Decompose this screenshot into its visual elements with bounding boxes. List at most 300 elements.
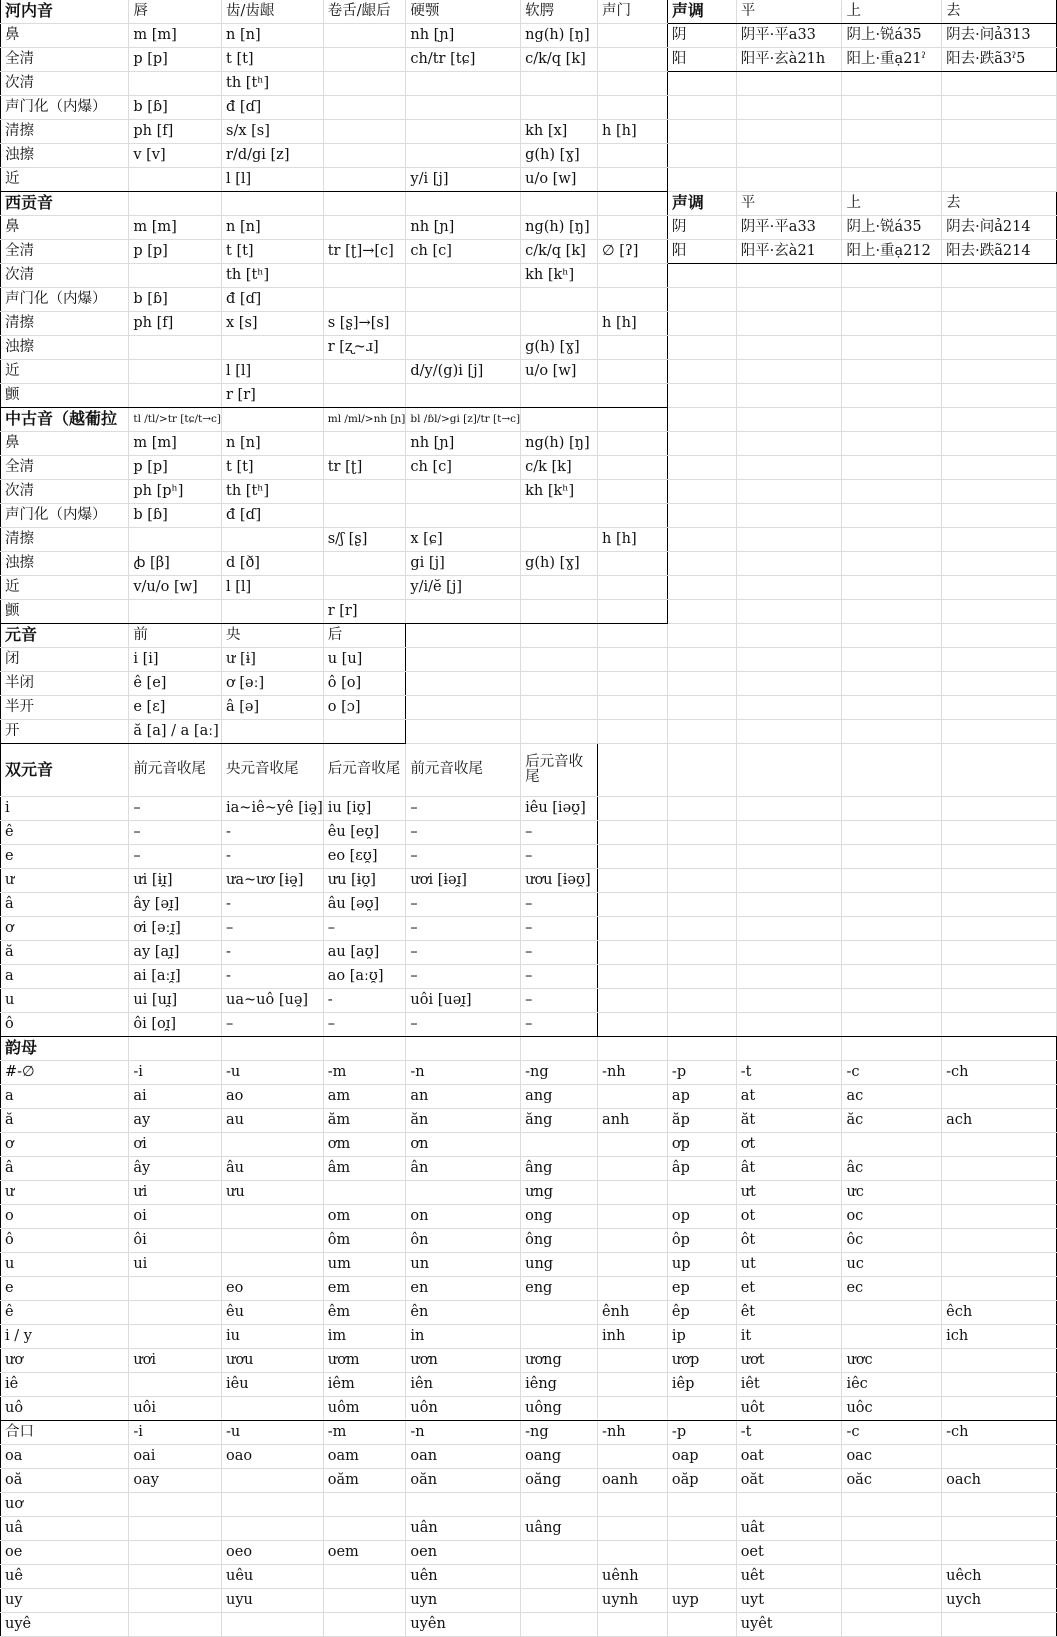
sheet-cell[interactable]: đ [ɗ]: [222, 288, 324, 312]
sheet-cell[interactable]: [842, 504, 942, 528]
row-header-cell[interactable]: ơ: [1, 917, 129, 941]
sheet-cell[interactable]: [598, 96, 668, 120]
sheet-cell[interactable]: 阳: [667, 240, 736, 264]
sheet-cell[interactable]: [942, 1181, 1057, 1205]
sheet-cell[interactable]: [942, 408, 1057, 432]
sheet-cell[interactable]: [942, 1613, 1057, 1637]
sheet-cell[interactable]: ăng: [521, 1109, 598, 1133]
sheet-cell[interactable]: [323, 384, 406, 408]
sheet-cell[interactable]: [598, 192, 668, 216]
sheet-cell[interactable]: ươp: [667, 1349, 736, 1373]
sheet-cell[interactable]: [842, 408, 942, 432]
sheet-cell[interactable]: ưi [ɨɪ̯]: [129, 869, 222, 893]
row-header-cell[interactable]: uyê: [1, 1613, 129, 1637]
sheet-cell[interactable]: [598, 144, 668, 168]
sheet-cell[interactable]: ep: [667, 1277, 736, 1301]
sheet-cell[interactable]: [942, 72, 1057, 96]
sheet-cell[interactable]: [323, 432, 406, 456]
sheet-cell[interactable]: 央: [222, 624, 324, 648]
sheet-cell[interactable]: en: [406, 1277, 521, 1301]
sheet-cell[interactable]: ươi: [129, 1349, 222, 1373]
sheet-cell[interactable]: [521, 528, 598, 552]
sheet-cell[interactable]: gi [j]: [406, 552, 521, 576]
row-header-cell[interactable]: 元音: [1, 624, 129, 648]
sheet-cell[interactable]: oai: [129, 1445, 222, 1469]
sheet-cell[interactable]: th [tʰ]: [222, 264, 324, 288]
sheet-cell[interactable]: uông: [521, 1397, 598, 1421]
sheet-cell[interactable]: 卷舌/龈后: [323, 0, 406, 24]
sheet-cell[interactable]: đ [ɗ]: [222, 96, 324, 120]
sheet-cell[interactable]: [598, 965, 668, 989]
sheet-cell[interactable]: [667, 552, 736, 576]
sheet-cell[interactable]: op: [667, 1205, 736, 1229]
sheet-cell[interactable]: [598, 1445, 668, 1469]
row-header-cell[interactable]: ơ: [1, 1133, 129, 1157]
sheet-cell[interactable]: –: [521, 845, 598, 869]
sheet-cell[interactable]: ac: [842, 1085, 942, 1109]
sheet-cell[interactable]: ươt: [736, 1349, 842, 1373]
sheet-cell[interactable]: [667, 96, 736, 120]
row-header-cell[interactable]: ư: [1, 869, 129, 893]
sheet-cell[interactable]: [942, 1085, 1057, 1109]
sheet-cell[interactable]: p [p]: [129, 240, 222, 264]
sheet-cell[interactable]: ông: [521, 1229, 598, 1253]
sheet-cell[interactable]: ât: [736, 1157, 842, 1181]
row-header-cell[interactable]: u: [1, 989, 129, 1013]
sheet-cell[interactable]: h [h]: [598, 312, 668, 336]
sheet-cell[interactable]: [736, 744, 842, 797]
sheet-cell[interactable]: [323, 120, 406, 144]
sheet-cell[interactable]: [942, 845, 1057, 869]
sheet-cell[interactable]: [521, 1613, 598, 1637]
sheet-cell[interactable]: [129, 336, 222, 360]
sheet-cell[interactable]: -ch: [942, 1061, 1057, 1085]
sheet-cell[interactable]: -: [222, 941, 324, 965]
sheet-cell[interactable]: [667, 120, 736, 144]
sheet-cell[interactable]: oanh: [598, 1469, 668, 1493]
sheet-cell[interactable]: uôn: [406, 1397, 521, 1421]
sheet-cell[interactable]: [842, 624, 942, 648]
sheet-cell[interactable]: [598, 24, 668, 48]
sheet-cell[interactable]: [842, 1493, 942, 1517]
sheet-cell[interactable]: [598, 264, 668, 288]
sheet-cell[interactable]: [736, 432, 842, 456]
sheet-cell[interactable]: [598, 552, 668, 576]
sheet-cell[interactable]: nh [ɲ]: [406, 24, 521, 48]
sheet-cell[interactable]: ên: [406, 1301, 521, 1325]
sheet-cell[interactable]: [942, 168, 1057, 192]
sheet-cell[interactable]: [736, 384, 842, 408]
row-header-cell[interactable]: e: [1, 845, 129, 869]
sheet-cell[interactable]: ôc: [842, 1229, 942, 1253]
sheet-cell[interactable]: –: [406, 797, 521, 821]
sheet-cell[interactable]: [667, 384, 736, 408]
sheet-cell[interactable]: iêp: [667, 1373, 736, 1397]
sheet-cell[interactable]: –: [521, 821, 598, 845]
sheet-cell[interactable]: -nh: [598, 1061, 668, 1085]
sheet-cell[interactable]: [598, 672, 668, 696]
sheet-cell[interactable]: [129, 264, 222, 288]
sheet-cell[interactable]: [598, 941, 668, 965]
sheet-cell[interactable]: [942, 1229, 1057, 1253]
sheet-cell[interactable]: [942, 893, 1057, 917]
sheet-cell[interactable]: oao: [222, 1445, 324, 1469]
sheet-cell[interactable]: i [i]: [129, 648, 222, 672]
sheet-cell[interactable]: –: [521, 893, 598, 917]
sheet-cell[interactable]: [842, 1037, 942, 1061]
sheet-cell[interactable]: [667, 821, 736, 845]
sheet-cell[interactable]: [736, 845, 842, 869]
sheet-cell[interactable]: [222, 1037, 324, 1061]
sheet-cell[interactable]: [406, 600, 521, 624]
sheet-cell[interactable]: g(h) [ɣ]: [521, 336, 598, 360]
sheet-cell[interactable]: [667, 648, 736, 672]
sheet-cell[interactable]: c/k/q [k]: [521, 240, 598, 264]
sheet-cell[interactable]: [521, 1565, 598, 1589]
row-header-cell[interactable]: 清擦: [1, 528, 129, 552]
sheet-cell[interactable]: ăn: [406, 1109, 521, 1133]
sheet-cell[interactable]: u/o [w]: [521, 360, 598, 384]
sheet-cell[interactable]: [222, 1133, 324, 1157]
sheet-cell[interactable]: -c: [842, 1061, 942, 1085]
sheet-cell[interactable]: 阳上·重ạ21ˀ: [842, 48, 942, 72]
sheet-cell[interactable]: [942, 917, 1057, 941]
sheet-cell[interactable]: r [ʐ~ɹ]: [323, 336, 406, 360]
sheet-cell[interactable]: ui [uɪ̯]: [129, 989, 222, 1013]
row-header-cell[interactable]: 半开: [1, 696, 129, 720]
row-header-cell[interactable]: 鼻: [1, 24, 129, 48]
row-header-cell[interactable]: 全清: [1, 48, 129, 72]
sheet-cell[interactable]: l [l]: [222, 360, 324, 384]
sheet-cell[interactable]: ơ [əː]: [222, 672, 324, 696]
sheet-cell[interactable]: oem: [323, 1541, 406, 1565]
sheet-cell[interactable]: d/y/(g)i [j]: [406, 360, 521, 384]
sheet-cell[interactable]: 去: [942, 192, 1057, 216]
sheet-cell[interactable]: 声调: [667, 192, 736, 216]
sheet-cell[interactable]: bl /ɓl/>gi [z]/tr [t→c]: [406, 408, 521, 432]
sheet-cell[interactable]: [521, 96, 598, 120]
sheet-cell[interactable]: –: [222, 917, 324, 941]
row-header-cell[interactable]: 中古音（越葡拉: [1, 408, 129, 432]
sheet-cell[interactable]: im: [323, 1325, 406, 1349]
sheet-cell[interactable]: [667, 456, 736, 480]
sheet-cell[interactable]: oen: [406, 1541, 521, 1565]
sheet-cell[interactable]: [129, 1373, 222, 1397]
sheet-cell[interactable]: [736, 1037, 842, 1061]
row-header-cell[interactable]: a: [1, 1085, 129, 1109]
sheet-cell[interactable]: [736, 456, 842, 480]
sheet-cell[interactable]: r/d/gi [z]: [222, 144, 324, 168]
sheet-cell[interactable]: s/ʃ [ʂ]: [323, 528, 406, 552]
sheet-cell[interactable]: tr [ʈ]: [323, 456, 406, 480]
sheet-cell[interactable]: [129, 192, 222, 216]
sheet-cell[interactable]: [942, 797, 1057, 821]
sheet-cell[interactable]: ươu: [222, 1349, 324, 1373]
sheet-cell[interactable]: -m: [323, 1421, 406, 1445]
sheet-cell[interactable]: [323, 264, 406, 288]
row-header-cell[interactable]: 近: [1, 576, 129, 600]
sheet-cell[interactable]: oat: [736, 1445, 842, 1469]
sheet-cell[interactable]: [406, 504, 521, 528]
sheet-cell[interactable]: et: [736, 1277, 842, 1301]
sheet-cell[interactable]: [129, 1325, 222, 1349]
sheet-cell[interactable]: iêt: [736, 1373, 842, 1397]
sheet-cell[interactable]: ch [c]: [406, 240, 521, 264]
sheet-cell[interactable]: ôn: [406, 1229, 521, 1253]
sheet-cell[interactable]: ai: [129, 1085, 222, 1109]
row-header-cell[interactable]: 声门化（内爆）: [1, 96, 129, 120]
sheet-cell[interactable]: 阳平·玄à21: [736, 240, 842, 264]
sheet-cell[interactable]: [942, 312, 1057, 336]
sheet-cell[interactable]: -i: [129, 1421, 222, 1445]
sheet-cell[interactable]: [736, 312, 842, 336]
sheet-cell[interactable]: -: [222, 965, 324, 989]
sheet-cell[interactable]: nh [ɲ]: [406, 432, 521, 456]
sheet-cell[interactable]: n [n]: [222, 216, 324, 240]
sheet-cell[interactable]: [129, 1613, 222, 1637]
sheet-cell[interactable]: -ng: [521, 1061, 598, 1085]
sheet-cell[interactable]: c/k/q [k]: [521, 48, 598, 72]
sheet-cell[interactable]: 阳去·跌ã3ˀ5: [942, 48, 1057, 72]
sheet-cell[interactable]: [667, 1541, 736, 1565]
sheet-cell[interactable]: êm: [323, 1301, 406, 1325]
sheet-cell[interactable]: ec: [842, 1277, 942, 1301]
sheet-cell[interactable]: [842, 648, 942, 672]
sheet-cell[interactable]: [129, 1493, 222, 1517]
sheet-cell[interactable]: ăc: [842, 1109, 942, 1133]
sheet-cell[interactable]: [129, 72, 222, 96]
sheet-cell[interactable]: [942, 1493, 1057, 1517]
sheet-cell[interactable]: [406, 384, 521, 408]
row-header-cell[interactable]: â: [1, 893, 129, 917]
sheet-cell[interactable]: –: [222, 1013, 324, 1037]
sheet-cell[interactable]: [323, 288, 406, 312]
sheet-cell[interactable]: ươu [ɨəʊ̯]: [521, 869, 598, 893]
sheet-cell[interactable]: [842, 744, 942, 797]
sheet-cell[interactable]: 前元音收尾: [129, 744, 222, 797]
sheet-cell[interactable]: ng(h) [ŋ]: [521, 432, 598, 456]
row-header-cell[interactable]: ă: [1, 1109, 129, 1133]
sheet-cell[interactable]: [406, 288, 521, 312]
sheet-cell[interactable]: [736, 552, 842, 576]
sheet-cell[interactable]: –: [406, 941, 521, 965]
sheet-cell[interactable]: [521, 720, 598, 744]
sheet-cell[interactable]: [521, 576, 598, 600]
row-header-cell[interactable]: 声门化（内爆）: [1, 288, 129, 312]
sheet-cell[interactable]: ăp: [667, 1109, 736, 1133]
sheet-cell[interactable]: [667, 797, 736, 821]
sheet-cell[interactable]: oăt: [736, 1469, 842, 1493]
row-header-cell[interactable]: 闭: [1, 648, 129, 672]
sheet-cell[interactable]: ân: [406, 1157, 521, 1181]
sheet-cell[interactable]: [842, 264, 942, 288]
sheet-cell[interactable]: [598, 1181, 668, 1205]
sheet-cell[interactable]: um: [323, 1253, 406, 1277]
sheet-cell[interactable]: -u: [222, 1061, 324, 1085]
sheet-cell[interactable]: [406, 192, 521, 216]
sheet-cell[interactable]: [222, 408, 324, 432]
sheet-cell[interactable]: 平: [736, 192, 842, 216]
row-header-cell[interactable]: 鼻: [1, 432, 129, 456]
sheet-cell[interactable]: [942, 552, 1057, 576]
sheet-cell[interactable]: [222, 1397, 324, 1421]
sheet-cell[interactable]: [323, 1517, 406, 1541]
sheet-cell[interactable]: [406, 696, 521, 720]
sheet-cell[interactable]: ay: [129, 1109, 222, 1133]
sheet-cell[interactable]: [222, 1517, 324, 1541]
sheet-cell[interactable]: 央元音收尾: [222, 744, 324, 797]
sheet-cell[interactable]: [598, 893, 668, 917]
sheet-cell[interactable]: [842, 1301, 942, 1325]
sheet-cell[interactable]: it: [736, 1325, 842, 1349]
sheet-cell[interactable]: s [ʂ]→[s]: [323, 312, 406, 336]
sheet-cell[interactable]: [323, 480, 406, 504]
sheet-cell[interactable]: [129, 1589, 222, 1613]
sheet-cell[interactable]: uôt: [736, 1397, 842, 1421]
sheet-cell[interactable]: [942, 1013, 1057, 1037]
sheet-cell[interactable]: v/u/o [w]: [129, 576, 222, 600]
sheet-cell[interactable]: eo: [222, 1277, 324, 1301]
sheet-cell[interactable]: uênh: [598, 1565, 668, 1589]
sheet-cell[interactable]: [942, 1517, 1057, 1541]
sheet-cell[interactable]: [667, 1493, 736, 1517]
sheet-cell[interactable]: [521, 504, 598, 528]
sheet-cell[interactable]: -ng: [521, 1421, 598, 1445]
sheet-cell[interactable]: [942, 648, 1057, 672]
row-header-cell[interactable]: 次清: [1, 480, 129, 504]
sheet-cell[interactable]: [598, 360, 668, 384]
sheet-cell[interactable]: [598, 384, 668, 408]
sheet-cell[interactable]: [667, 480, 736, 504]
sheet-cell[interactable]: [736, 917, 842, 941]
sheet-cell[interactable]: uôc: [842, 1397, 942, 1421]
sheet-cell[interactable]: [598, 624, 668, 648]
sheet-cell[interactable]: [222, 1469, 324, 1493]
sheet-cell[interactable]: 上: [842, 0, 942, 24]
sheet-cell[interactable]: h [h]: [598, 120, 668, 144]
sheet-cell[interactable]: -t: [736, 1421, 842, 1445]
sheet-cell[interactable]: ơn: [406, 1133, 521, 1157]
sheet-cell[interactable]: an: [406, 1085, 521, 1109]
sheet-cell[interactable]: 阴上·锐á35: [842, 24, 942, 48]
sheet-cell[interactable]: [942, 288, 1057, 312]
sheet-cell[interactable]: [736, 720, 842, 744]
sheet-cell[interactable]: uyp: [667, 1589, 736, 1613]
row-header-cell[interactable]: ô: [1, 1229, 129, 1253]
sheet-cell[interactable]: [222, 1253, 324, 1277]
sheet-cell[interactable]: [736, 893, 842, 917]
sheet-cell[interactable]: [521, 1541, 598, 1565]
row-header-cell[interactable]: ă: [1, 941, 129, 965]
sheet-cell[interactable]: [667, 845, 736, 869]
sheet-cell[interactable]: uân: [406, 1517, 521, 1541]
sheet-cell[interactable]: iêu: [222, 1373, 324, 1397]
sheet-cell[interactable]: -ch: [942, 1421, 1057, 1445]
sheet-cell[interactable]: oăm: [323, 1469, 406, 1493]
sheet-cell[interactable]: h [h]: [598, 528, 668, 552]
sheet-cell[interactable]: [323, 1589, 406, 1613]
sheet-cell[interactable]: [406, 120, 521, 144]
sheet-cell[interactable]: oang: [521, 1445, 598, 1469]
sheet-cell[interactable]: [667, 744, 736, 797]
sheet-cell[interactable]: ph [f]: [129, 312, 222, 336]
sheet-cell[interactable]: tr [ʈ]→[c]: [323, 240, 406, 264]
sheet-cell[interactable]: [598, 1493, 668, 1517]
sheet-cell[interactable]: th [tʰ]: [222, 480, 324, 504]
sheet-cell[interactable]: 硬颚: [406, 0, 521, 24]
sheet-cell[interactable]: tl /tl/>tr [tɕ/t→c]: [129, 408, 222, 432]
sheet-cell[interactable]: oac: [842, 1445, 942, 1469]
sheet-cell[interactable]: [129, 1565, 222, 1589]
sheet-cell[interactable]: eng: [521, 1277, 598, 1301]
row-header-cell[interactable]: uơ: [1, 1493, 129, 1517]
sheet-cell[interactable]: [736, 965, 842, 989]
sheet-cell[interactable]: oet: [736, 1541, 842, 1565]
sheet-cell[interactable]: [667, 144, 736, 168]
sheet-cell[interactable]: r [r]: [323, 600, 406, 624]
sheet-cell[interactable]: [842, 600, 942, 624]
sheet-cell[interactable]: [598, 648, 668, 672]
sheet-cell[interactable]: [598, 1085, 668, 1109]
sheet-cell[interactable]: [667, 720, 736, 744]
sheet-cell[interactable]: [736, 797, 842, 821]
sheet-cell[interactable]: [842, 1133, 942, 1157]
sheet-cell[interactable]: 平: [736, 0, 842, 24]
sheet-cell[interactable]: ăm: [323, 1109, 406, 1133]
sheet-cell[interactable]: ươm: [323, 1349, 406, 1373]
row-header-cell[interactable]: 次清: [1, 72, 129, 96]
sheet-cell[interactable]: kh [x]: [521, 120, 598, 144]
sheet-cell[interactable]: [736, 288, 842, 312]
sheet-cell[interactable]: [521, 1133, 598, 1157]
sheet-cell[interactable]: [667, 1517, 736, 1541]
sheet-cell[interactable]: [406, 336, 521, 360]
sheet-cell[interactable]: [598, 720, 668, 744]
sheet-cell[interactable]: n [n]: [222, 432, 324, 456]
sheet-cell[interactable]: –: [406, 965, 521, 989]
sheet-cell[interactable]: ap: [667, 1085, 736, 1109]
sheet-cell[interactable]: [942, 1157, 1057, 1181]
sheet-cell[interactable]: [129, 1037, 222, 1061]
sheet-cell[interactable]: [942, 1205, 1057, 1229]
sheet-cell[interactable]: [406, 1493, 521, 1517]
sheet-cell[interactable]: [667, 1013, 736, 1037]
sheet-cell[interactable]: –: [521, 989, 598, 1013]
sheet-cell[interactable]: ao: [222, 1085, 324, 1109]
sheet-cell[interactable]: ml /ml/>nh [ɲ]: [323, 408, 406, 432]
sheet-cell[interactable]: ương: [521, 1349, 598, 1373]
sheet-cell[interactable]: [323, 1565, 406, 1589]
sheet-cell[interactable]: [598, 1133, 668, 1157]
sheet-cell[interactable]: –: [129, 845, 222, 869]
sheet-cell[interactable]: [842, 336, 942, 360]
sheet-cell[interactable]: ꞗ [β]: [129, 552, 222, 576]
sheet-cell[interactable]: ô [o]: [323, 672, 406, 696]
row-header-cell[interactable]: i / y: [1, 1325, 129, 1349]
sheet-cell[interactable]: [323, 168, 406, 192]
sheet-cell[interactable]: [598, 1253, 668, 1277]
sheet-cell[interactable]: [323, 1181, 406, 1205]
sheet-cell[interactable]: 齿/齿龈: [222, 0, 324, 24]
row-header-cell[interactable]: oă: [1, 1469, 129, 1493]
sheet-cell[interactable]: [129, 360, 222, 384]
sheet-cell[interactable]: oăng: [521, 1469, 598, 1493]
sheet-cell[interactable]: u [u]: [323, 648, 406, 672]
sheet-cell[interactable]: ơi: [129, 1133, 222, 1157]
sheet-cell[interactable]: v [v]: [129, 144, 222, 168]
sheet-cell[interactable]: -c: [842, 1421, 942, 1445]
sheet-cell[interactable]: oan: [406, 1445, 521, 1469]
